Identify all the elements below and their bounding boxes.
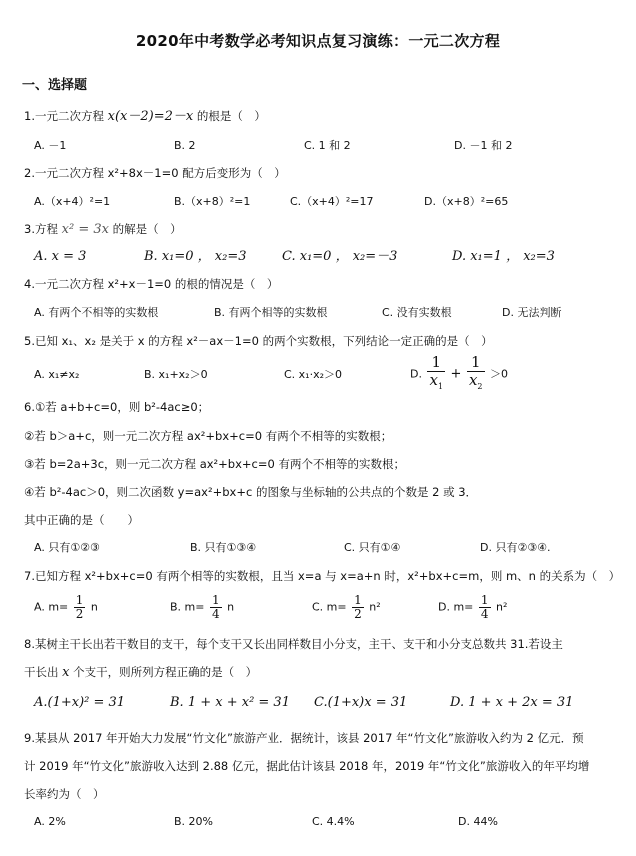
- question-8-text-end: 个支干，则所列方程正确的是（ ）: [73, 665, 258, 679]
- question-1-text-end: 的根是（ ）: [196, 109, 266, 123]
- question-4-option-d[interactable]: D. 无法判断: [502, 306, 562, 319]
- question-7-option-c[interactable]: [312, 594, 381, 621]
- question-8-option-b[interactable]: B. 1 + x + x² = 31: [170, 695, 290, 710]
- question-9-option-a[interactable]: A. 2%: [34, 815, 66, 828]
- question-8-line-2: [24, 664, 257, 681]
- question-6-line-4: ④若 b²-4ac＞0，则二次函数 y=ax²+bx+c 的图象与坐标轴的公共点的个数是 2 或 3．: [24, 485, 478, 499]
- option-tail: n²: [496, 600, 508, 614]
- question-3-option-d[interactable]: D. x₁=1 ， x₂=3: [452, 249, 555, 264]
- fraction: $\frac{1}{2}$: [75, 593, 84, 621]
- question-6-option-a[interactable]: A. 只有①②③: [34, 541, 100, 554]
- question-2-stem: 2.一元二次方程 x²+8x－1=0 配方后变形为（ ）: [24, 166, 286, 180]
- question-8-option-d[interactable]: D. 1 + x + 2x = 31: [450, 695, 574, 710]
- question-1-option-b[interactable]: B. 2: [174, 139, 196, 152]
- question-3-text-end: 的解是（ ）: [112, 222, 182, 236]
- question-3-equation: x² = 3x: [61, 222, 109, 237]
- option-tail: n: [227, 600, 235, 614]
- question-9-option-d[interactable]: D. 44%: [458, 815, 498, 828]
- question-5-stem: 5.已知 x₁、x₂ 是关于 x 的方程 x²－ax－1=0 的两个实数根，下列结论一定正确的是（ ）: [24, 334, 493, 348]
- question-7-option-a[interactable]: [34, 594, 98, 621]
- question-6-line-5: 其中正确的是（ ）: [24, 513, 139, 527]
- question-1-option-d[interactable]: D. －1 和 2: [454, 139, 513, 152]
- question-3-option-a[interactable]: A. x = 3: [34, 249, 87, 264]
- question-1-equation: x(x－2)=2－x: [107, 109, 194, 124]
- fraction: $\frac{1}{4}$: [211, 593, 220, 621]
- fraction: $\frac{1}{4}$: [480, 593, 489, 621]
- option-label: C. m=: [312, 600, 347, 614]
- question-1-option-c[interactable]: C. 1 和 2: [304, 139, 351, 152]
- question-3-option-b[interactable]: B. x₁=0 ， x₂=3: [144, 249, 247, 264]
- option-label: B. m=: [170, 600, 205, 614]
- question-8-option-a[interactable]: A.(1+x)² = 31: [34, 695, 126, 710]
- question-1-stem: [24, 108, 266, 125]
- section-heading: 一、选择题: [22, 78, 88, 93]
- question-2-option-b[interactable]: B.（x+8）²=1: [174, 195, 251, 208]
- question-2-option-c[interactable]: C.（x+4）²=17: [290, 195, 374, 208]
- question-6-option-c[interactable]: C. 只有①④: [344, 541, 401, 554]
- question-7-stem: 7.已知方程 x²+bx+c=0 有两个相等的实数根，且当 x=a 与 x=a+n 时，x²+bx+c=m，则 m、n 的关系为（ ）: [24, 569, 621, 583]
- question-6-option-d[interactable]: D. 只有②③④.: [480, 541, 551, 554]
- question-5-option-d[interactable]: D. $\frac{1}{x_1}$ + $\frac{1}{x_2}$ ＞0: [410, 354, 508, 395]
- option-label: A. m=: [34, 600, 69, 614]
- fraction: $\frac{1}{2}$: [354, 593, 362, 621]
- option-tail: n: [90, 600, 98, 614]
- question-7-option-d[interactable]: [438, 594, 507, 621]
- question-1-text: 1.一元二次方程: [24, 109, 104, 123]
- option-label: D. m=: [438, 600, 474, 614]
- question-8-text: 干长出: [24, 665, 59, 679]
- option-tail: n²: [369, 600, 381, 614]
- question-9-option-c[interactable]: C. 4.4%: [312, 815, 355, 828]
- question-9-line-3: 长率约为（ ）: [24, 787, 105, 801]
- question-9-line-1: 9.某县从 2017 年开始大力发展“竹文化”旅游产业．据统计，该县 2017 年“竹文化”旅游收入约为 2 亿元．预: [24, 731, 584, 745]
- question-8-option-c[interactable]: C.(1+x)x = 31: [314, 695, 408, 710]
- question-8-line-1: 8.某树主干长出若干数目的支干，每个支干又长出同样数目小分支，主干、支干和小分支总数共 31.若设主: [24, 637, 563, 651]
- question-4-stem: 4.一元二次方程 x²+x－1=0 的根的情况是（ ）: [24, 277, 279, 291]
- option-d-tail: ＞0: [490, 367, 508, 381]
- question-4-option-a[interactable]: A. 有两个不相等的实数根: [34, 306, 159, 319]
- question-5-option-c[interactable]: C. x₁·x₂＞0: [284, 368, 343, 381]
- question-2-option-d[interactable]: D.（x+8）²=65: [424, 195, 509, 208]
- fraction-1-over-x1: $\frac{1}{x_1}$: [429, 353, 444, 391]
- question-3-stem: [24, 221, 182, 238]
- question-1-option-a[interactable]: A. －1: [34, 139, 67, 152]
- question-6-option-b[interactable]: B. 只有①③④: [190, 541, 257, 554]
- question-6-line-2: ②若 b＞a+c，则一元二次方程 ax²+bx+c=0 有两个不相等的实数根；: [24, 429, 393, 443]
- question-9-line-2: 计 2019 年“竹文化”旅游收入达到 2.88 亿元，据此估计该县 2018 年，2019 年“竹文化”旅游收入的年平均增: [24, 759, 590, 773]
- question-7-option-b[interactable]: [170, 594, 234, 621]
- document-title: 2020年中考数学必考知识点复习演练：一元二次方程: [135, 32, 501, 50]
- question-4-option-b[interactable]: B. 有两个相等的实数根: [214, 306, 328, 319]
- question-3-option-c[interactable]: C. x₁=0 ， x₂=－3: [282, 249, 398, 264]
- question-6-line-3: ③若 b=2a+3c，则一元二次方程 ax²+bx+c=0 有两个不相等的实数根；: [24, 457, 405, 471]
- question-8-variable: x: [62, 665, 70, 680]
- question-3-text: 3.方程: [24, 222, 58, 236]
- option-d-label: D.: [410, 367, 422, 381]
- fraction-1-over-x2: $\frac{1}{x_2}$: [468, 353, 483, 391]
- question-5-option-b[interactable]: B. x₁+x₂＞0: [144, 368, 208, 381]
- question-5-option-a[interactable]: A. x₁≠x₂: [34, 368, 80, 381]
- question-6-line-1: 6.①若 a+b+c=0，则 b²-4ac≥0；: [24, 400, 210, 414]
- question-4-option-c[interactable]: C. 没有实数根: [382, 306, 452, 319]
- question-9-option-b[interactable]: B. 20%: [174, 815, 213, 828]
- question-2-option-a[interactable]: A.（x+4）²=1: [34, 195, 111, 208]
